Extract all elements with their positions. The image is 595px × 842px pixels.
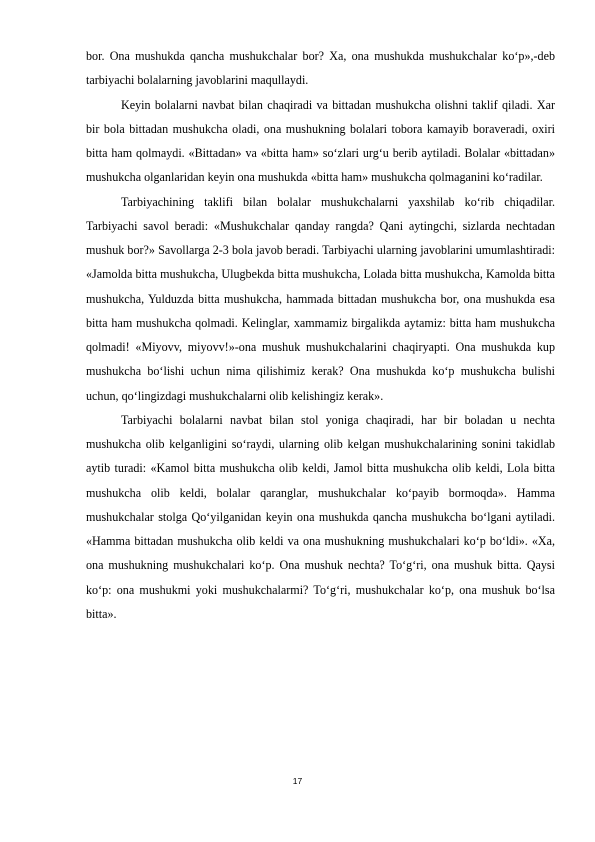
document-page	[86, 44, 555, 626]
paragraph-3: Tarbiyachining taklifi bilan bolalar mushukchalarni yaxshilab ko‘rib chiqadilar. Tarbiyachi savol beradi: «Mushukchalar qanday rangda? Qani aytingchi, sizlarda nechtadan mushuk bor?» Savollarga 2-3 bola javob beradi. Tarbiyachi ularning javoblarini umumlashtiradi: «Jamolda bitta mushukcha, Ulugbekda bitta mushukcha, Lolada bitta mushukcha, Kamolda bitta mushukcha, Yulduzda bitta mushukcha, hammada bittadan mushukcha bor, ona mushukda esa bitta ham mushukcha qolmadi. Kelinglar, xammamiz birgalikda aytamiz: bitta ham mushukcha qolmadi! «Miyovv, miyovv!»-ona mushuk mushukchalarini chaqiryapti. Ona mushukda kup mushukcha bo‘lishi uchun nima qilishimiz kerak? Ona mushukda ko‘p mushukcha bulishi uchun, qo‘lingizdagi mushukchalarni olib kelishingiz kerak».	[86, 194, 555, 403]
paragraph-4: Tarbiyachi bolalarni navbat bilan stol yoniga chaqiradi, har bir boladan u nechta mushukcha olib kelganligini so‘raydi, ularning olib kelgan mushukchalarining sonini takidlab aytib turadi: «Kamol bitta mushukcha olib keldi, Jamol bitta mushukcha olib keldi, Lola bitta mushukcha olib keldi, bolalar qaranglar, mushukchalar ko‘payib bormoqda». Hamma mushukchalar stolga Qo‘yilganidan keyin ona mushukda qancha mushukcha bo‘lgani aytiladi. «Hamma bittadan mushukcha olib keldi va ona mushukning mushukchalari ko‘p bo‘ldi». «Xa, ona mushukning mushukchalari ko‘p. Ona mushuk nechta? To‘g‘ri, ona mushuk bitta. Qaysi ko‘p: ona mushukmi yoki mushukchalarmi? To‘g‘ri, mushukchalar ko‘p, ona mushuk bo‘lsa bitta».	[86, 412, 555, 621]
paragraph-1: bor. Ona mushukda qancha mushukchalar bor? Xa, ona mushukda mushukchalar ko‘p»,-deb tarbiyachi bolalarning javoblarini maqullaydi.	[86, 49, 555, 88]
page-number: 17	[292, 776, 303, 786]
paragraph-2: Keyin bolalarni navbat bilan chaqiradi va bittadan mushukcha olishni taklif qiladi. Xar bir bola bittadan mushukcha oladi, ona mushukning bolalari tobora kamayib boraveradi, oxiri bitta ham qolmaydi. «Bittadan» va «bitta ham» so‘zlari urg‘u berib aytiladi. Bolalar «bittadan» mushukcha olganlaridan keyin ona mushukda «bitta ham» mushukcha qolmaganini ko‘radilar.	[86, 97, 555, 185]
